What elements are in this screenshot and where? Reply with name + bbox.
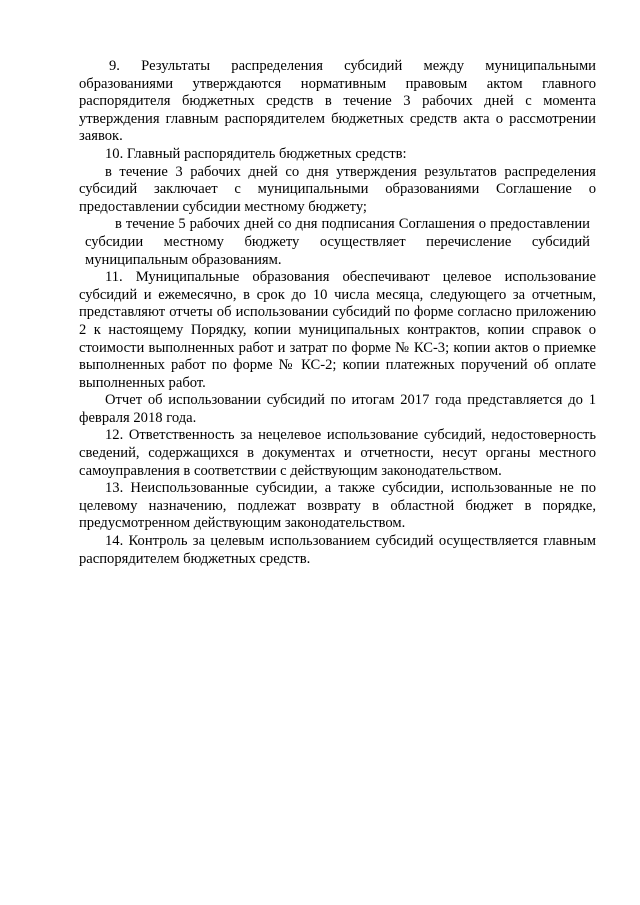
document-body: [79, 58, 596, 568]
paragraph-report-2017: Отчет об использовании субсидий по итогам 2017 года представляется до 1 февраля 2018 года.: [79, 392, 596, 426]
paragraph-11: 11. Муниципальные образования обеспечивают целевое использование субсидий и ежемесячно, в срок до 10 числа месяца, следующего за отчетным, представляют отчеты об использовании субсидий по форме согласно приложению 2 к настоящему Порядку, копии муниципальных контрактов, копии справок о стоимости выполненных работ и затрат по форме № КС-3; копии актов о приемке выполненных работ по форме № КС-2; копии платежных поручений об оплате выполненных работ.: [79, 269, 596, 391]
paragraph-14: 14. Контроль за целевым использованием субсидий осуществляется главным распорядителем бюджетных средств.: [79, 533, 596, 567]
paragraph-9: 9. Результаты распределения субсидий между муниципальными образованиями утверждаются нормативным правовым актом главного распорядителя бюджетных средств в течение 3 рабочих дней с момента утверждения главным распорядителем бюджетных средств акта о рассмотрении заявок.: [79, 58, 596, 145]
paragraph-10: 10. Главный распорядитель бюджетных средств:: [105, 145, 407, 162]
paragraph-12: 12. Ответственность за нецелевое использование субсидий, недостоверность сведений, содержащихся в документах и отчетности, несут органы местного самоуправления в соответствии с действующим законодательством.: [79, 427, 596, 479]
paragraph-10-item-2: в течение 5 рабочих дней со дня подписания Соглашения о предоставлении субсидии местному бюджету осуществляет перечисление субсидий муниципальным образованиям.: [85, 216, 590, 268]
paragraph-13: 13. Неиспользованные субсидии, а также субсидии, использованные не по целевому назначению, подлежат возврату в областной бюджет в порядке, предусмотренном действующим законодательством.: [79, 480, 596, 532]
paragraph-10-item-1: в течение 3 рабочих дней со дня утверждения результатов распределения субсидий заключает с муниципальными образованиями Соглашение о предоставлении субсидии местному бюджету;: [79, 163, 596, 215]
